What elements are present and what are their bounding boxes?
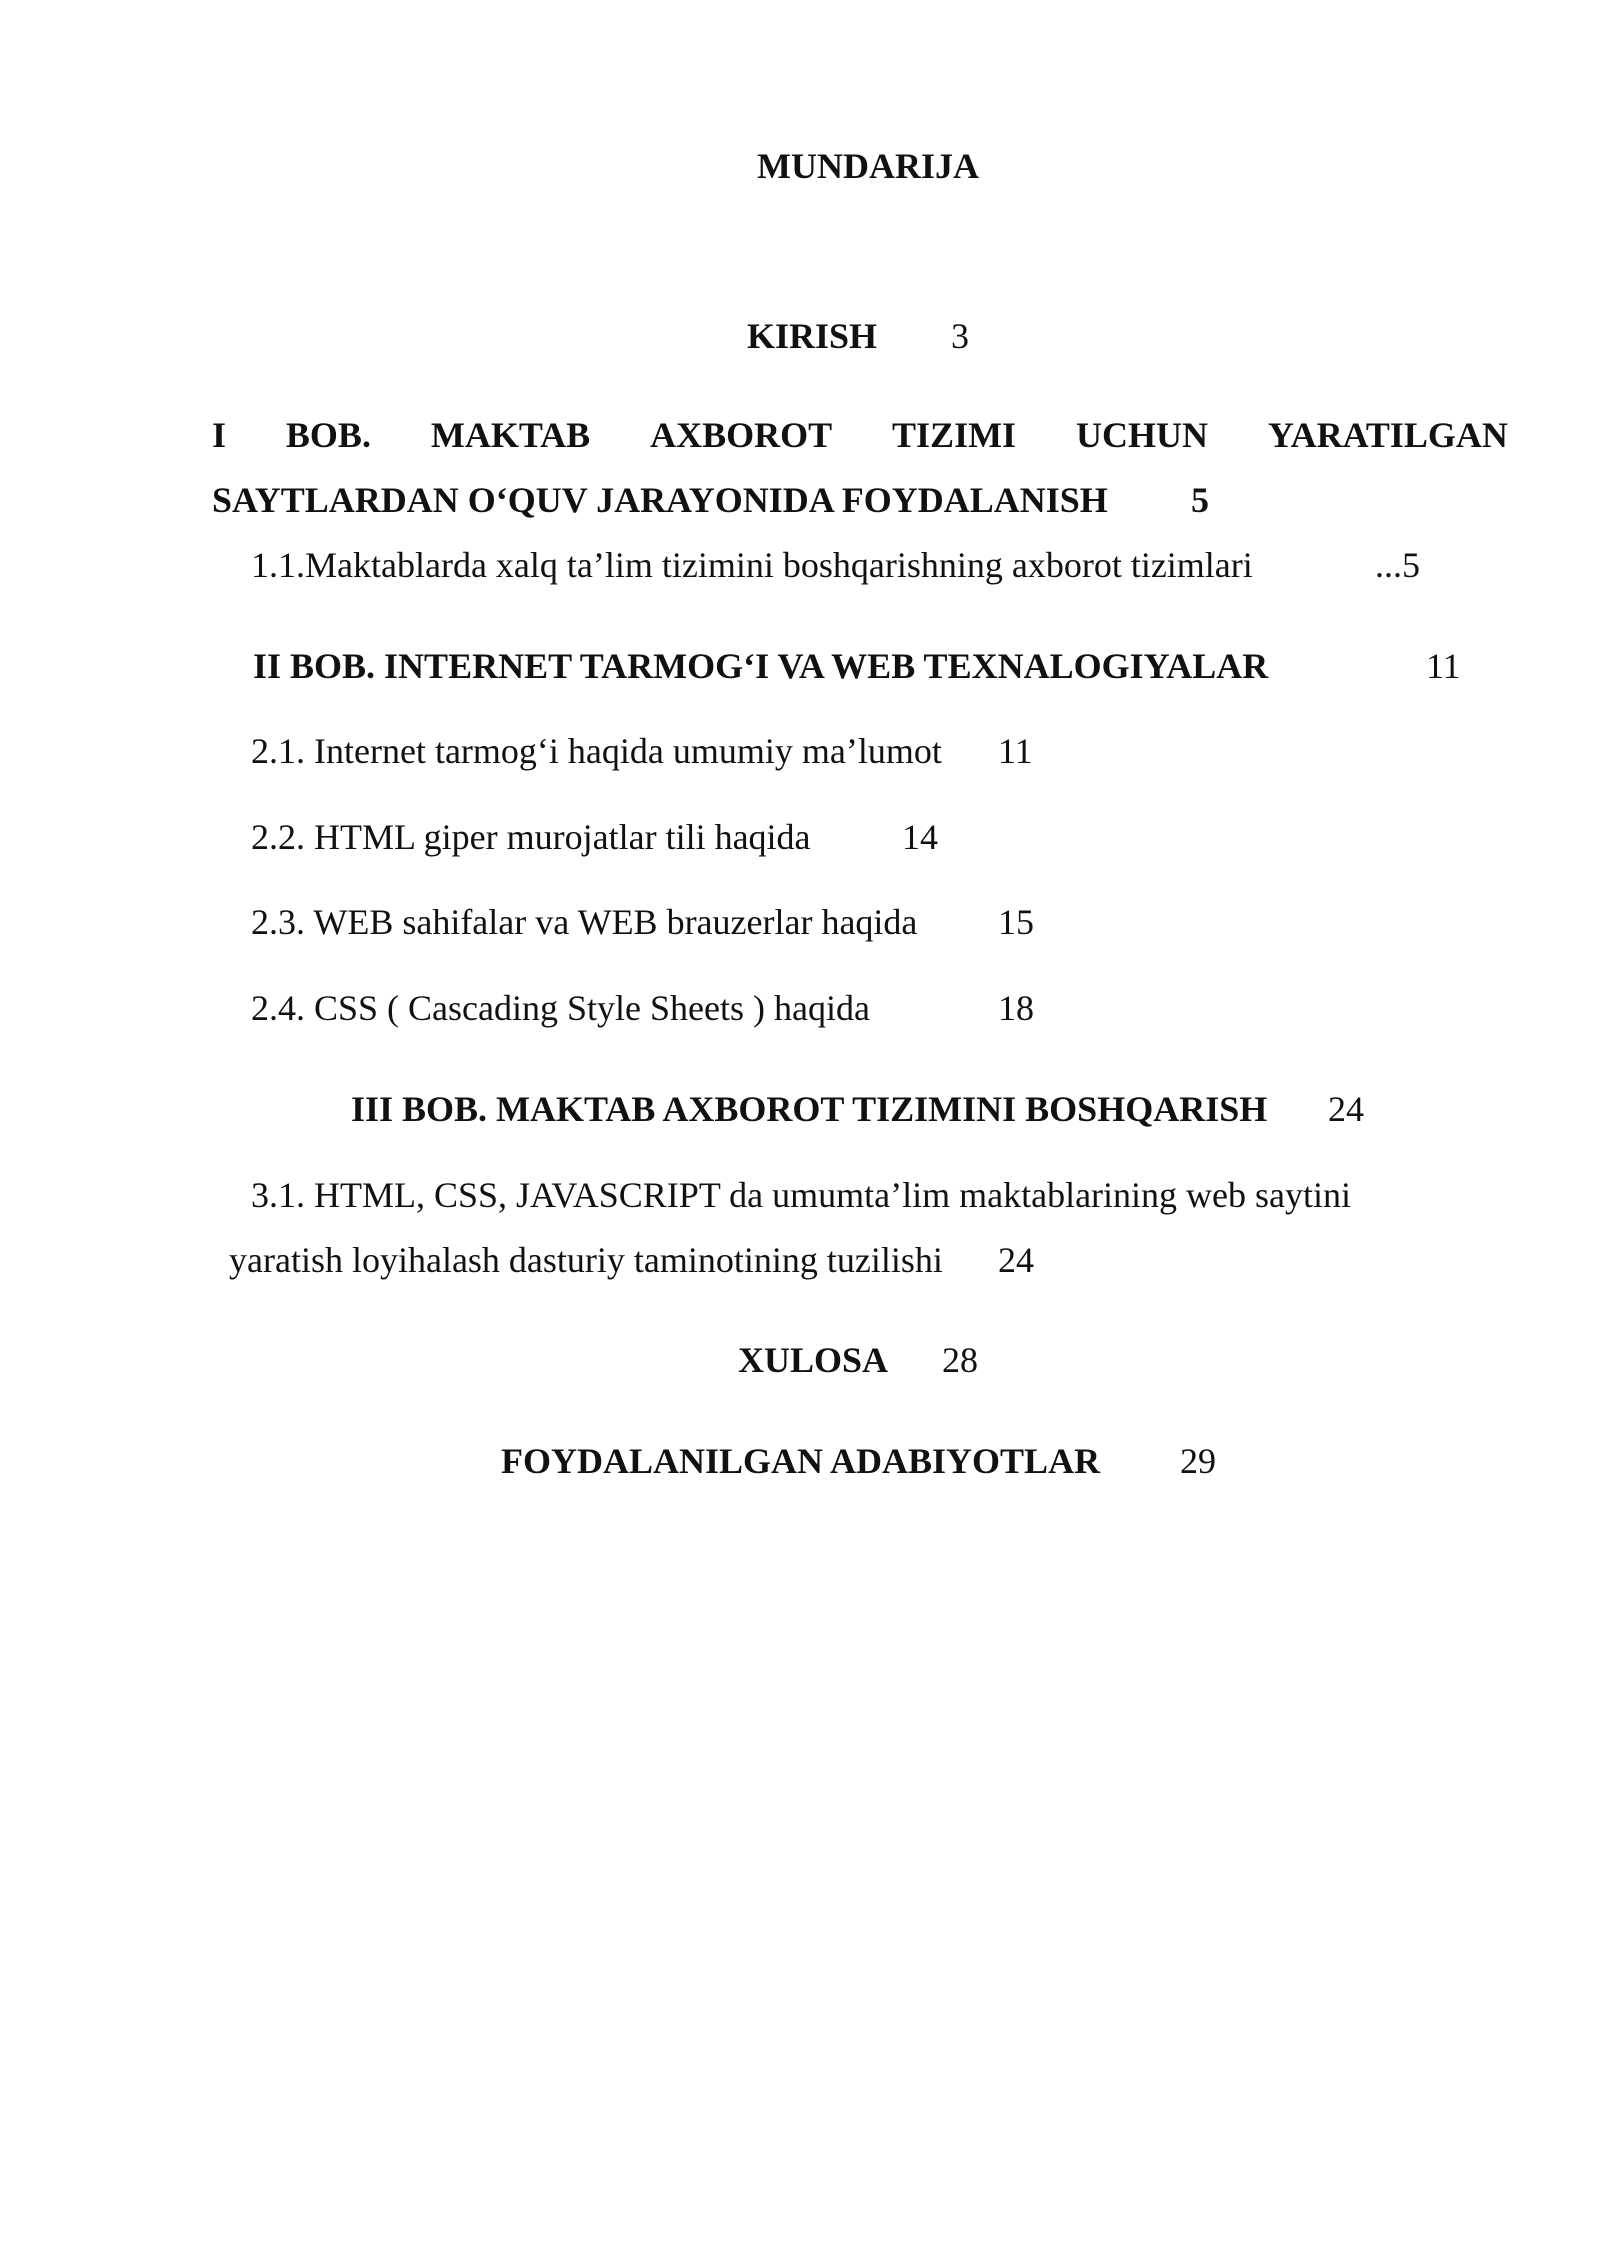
bob1-word: TIZIMI	[892, 415, 1017, 455]
toc-entry-3-1-line1: 3.1. HTML, CSS, JAVASCRIPT da umumta’lim maktablarining web saytini	[251, 1175, 1352, 1215]
toc-entry-1-1-label: 1.1.Maktablarda xalq ta’lim tizimini boshqarishning axborot tizimlari	[251, 545, 1253, 585]
toc-entry-bob1-line2: SAYTLARDAN O‘QUV JARAYONIDA FOYDALANISH	[212, 480, 1108, 520]
toc-entry-bob2-label: II BOB. INTERNET TARMOG‘I VA WEB TEXNALOGIYALAR	[253, 646, 1269, 686]
bob1-word: BOB.	[285, 415, 371, 455]
bob1-word: MAKTAB	[430, 415, 591, 455]
toc-entry-2-3-page: 15	[998, 902, 1034, 942]
toc-entry-3-1-line2: yaratish loyihalash dasturiy taminotining tuzilishi	[229, 1240, 943, 1280]
bob1-word: AXBOROT	[650, 415, 833, 455]
toc-entry-bob2-page: 11	[1426, 646, 1461, 686]
toc-entry-2-4-page: 18	[998, 988, 1034, 1028]
toc-entry-2-2-label: 2.2. HTML giper murojatlar tili haqida	[251, 817, 811, 857]
toc-entry-bob1-line1	[212, 413, 1508, 457]
toc-entry-1-1-page: ...5	[1375, 545, 1420, 585]
toc-entry-2-2-page: 14	[902, 817, 938, 857]
toc-entry-bob3-page: 24	[1328, 1089, 1364, 1129]
toc-title: MUNDARIJA	[757, 146, 979, 186]
bob1-word: YARATILGAN	[1267, 415, 1508, 455]
toc-entry-2-4-label: 2.4. CSS ( Cascading Style Sheets ) haqida	[251, 988, 870, 1028]
bob1-word: UCHUN	[1075, 415, 1208, 455]
toc-entry-2-1-label: 2.1. Internet tarmog‘i haqida umumiy ma’lumot	[251, 731, 942, 771]
toc-entry-2-1-page: 11	[998, 731, 1033, 771]
toc-entry-3-1-page: 24	[998, 1240, 1034, 1280]
toc-entry-bob3-label: III BOB. MAKTAB AXBOROT TIZIMINI BOSHQARISH	[351, 1089, 1268, 1129]
toc-entry-xulosa-label: XULOSA	[738, 1340, 889, 1380]
bob1-word: I	[212, 415, 227, 455]
toc-entry-2-3-label: 2.3. WEB sahifalar va WEB brauzerlar haqida	[251, 902, 918, 942]
toc-entry-kirish-label: KIRISH	[747, 316, 878, 356]
toc-entry-xulosa-page: 28	[942, 1340, 978, 1380]
toc-entry-adabiyotlar-page: 29	[1180, 1441, 1216, 1481]
toc-entry-bob1-page: 5	[1191, 480, 1209, 520]
toc-entry-adabiyotlar-label: FOYDALANILGAN ADABIYOTLAR	[501, 1441, 1101, 1481]
toc-entry-kirish-page: 3	[951, 316, 969, 356]
